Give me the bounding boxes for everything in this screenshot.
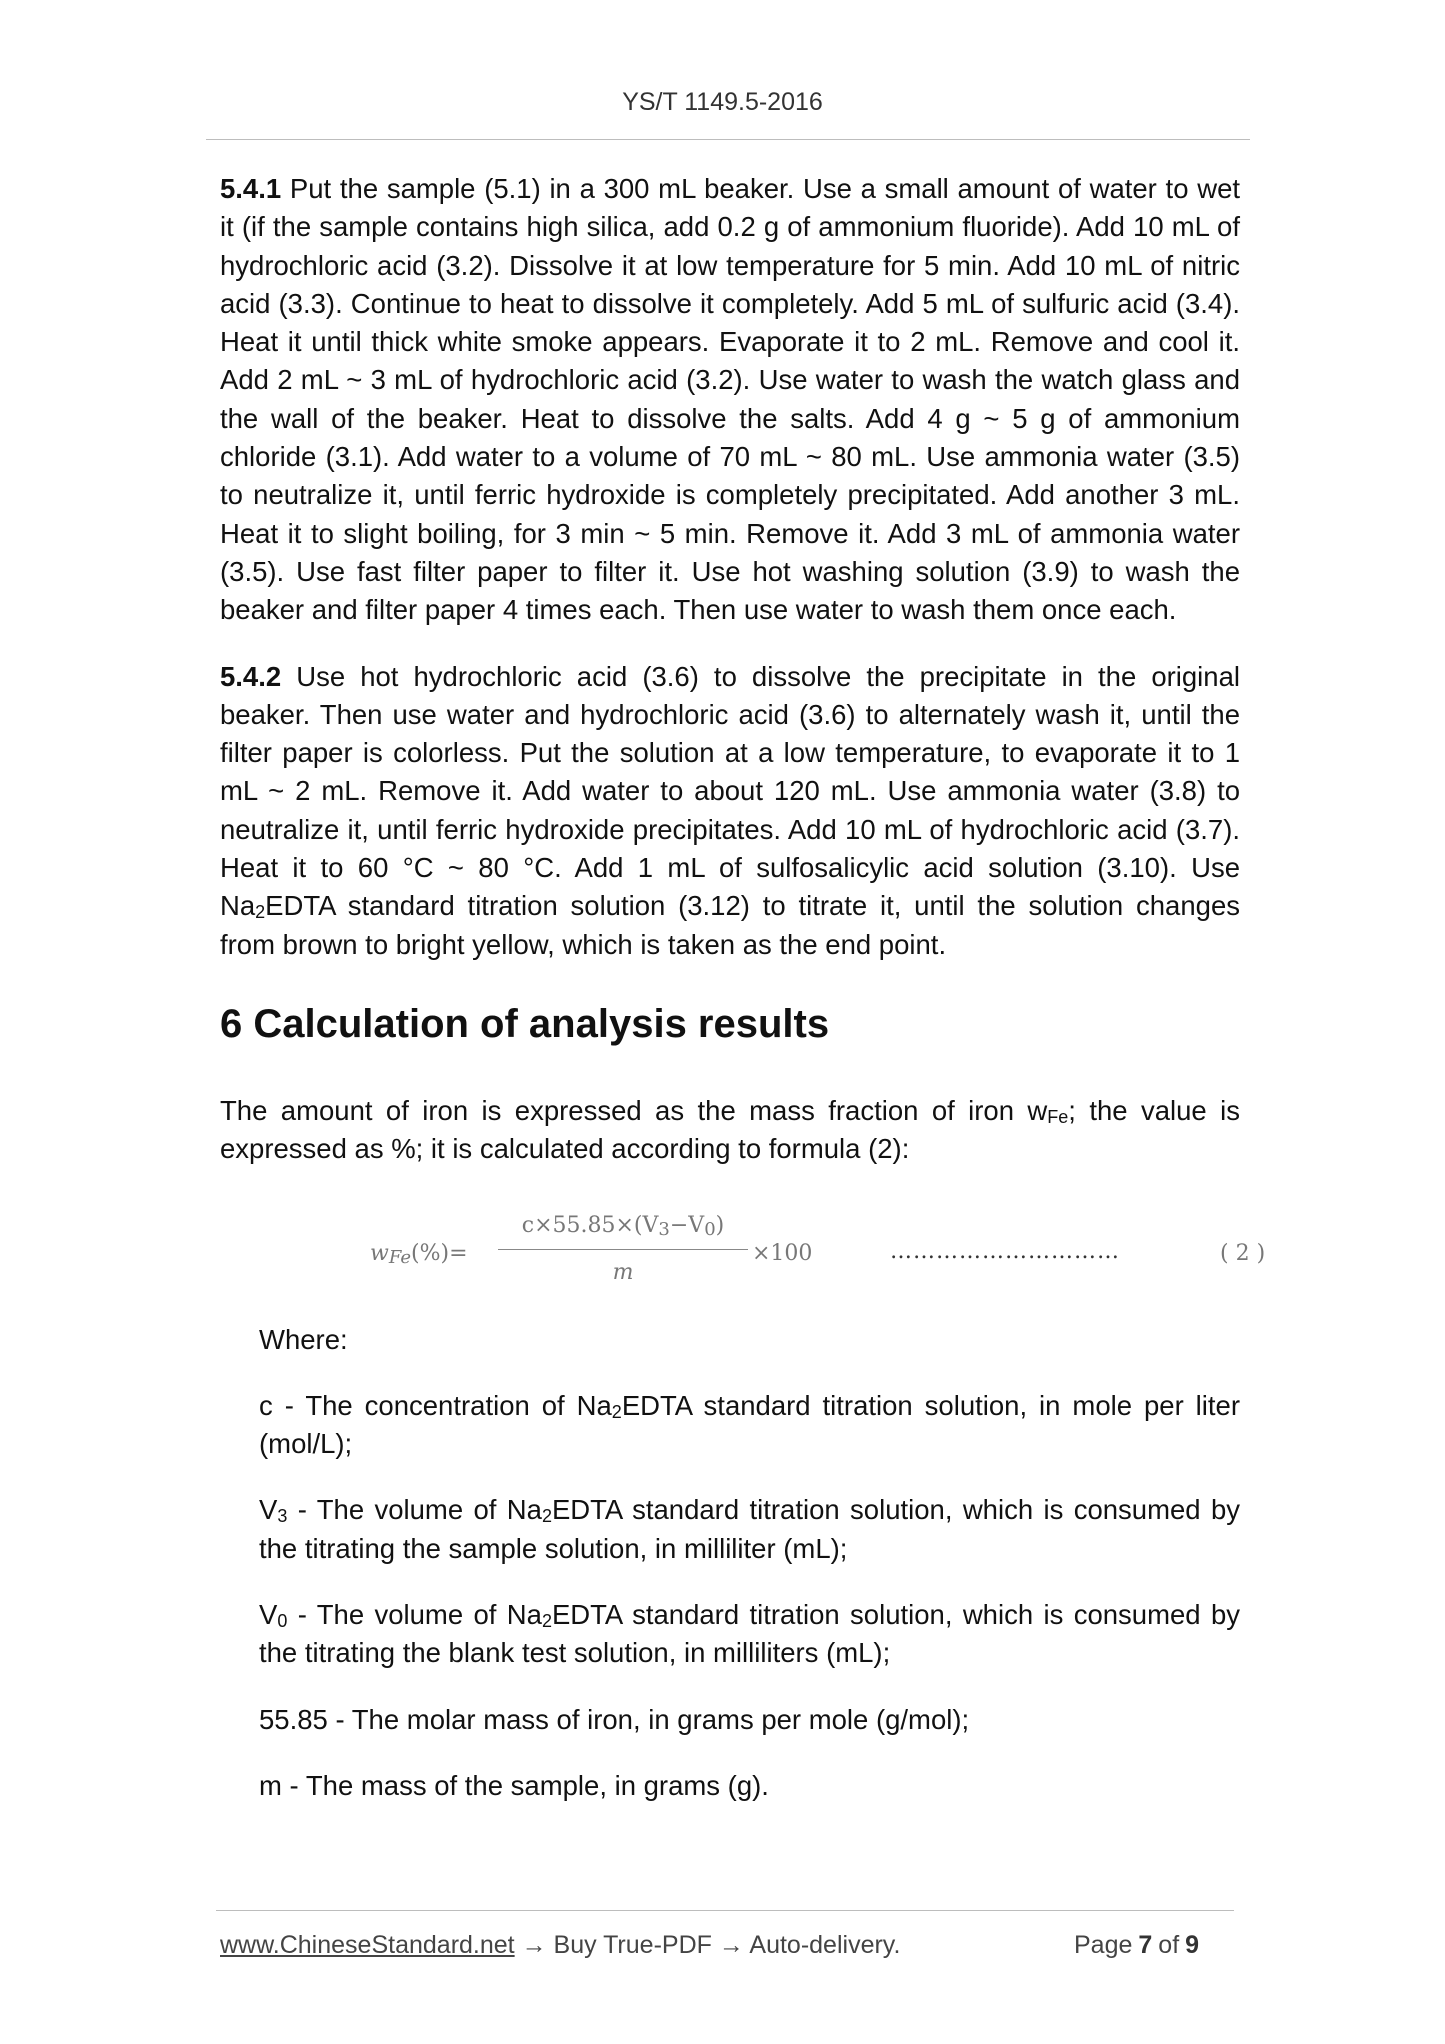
header-divider <box>206 139 1250 140</box>
symbol-w: w <box>370 1240 389 1266</box>
footer-text: → Buy True-PDF → Auto-delivery. <box>514 1931 901 1959</box>
item-text: - The volume of Na <box>287 1494 542 1526</box>
where-list <box>220 1321 1240 1806</box>
subscript: 0 <box>277 1611 288 1632</box>
clause-text-cont: EDTA standard titration solution (3.12) to titrate it, until the solution changes from brown to bright yellow, which is taken as the end point. <box>220 890 1240 960</box>
item-text: c - The concentration of Na <box>259 1389 612 1421</box>
dot-leader: ………………………… <box>890 1238 1120 1264</box>
item-text-cont: EDTA standard titration solution, which is consumed by the titrating the blank test solution, in milliliters (mL); <box>259 1599 1240 1669</box>
numerator-part: ) <box>715 1212 725 1238</box>
footer-divider <box>216 1910 1234 1911</box>
intro-text: The amount of iron is expressed as the mass fraction of iron w <box>220 1094 1048 1126</box>
where-item-v0 <box>259 1596 1240 1673</box>
numerator-part: −V <box>669 1212 705 1238</box>
subscript: 2 <box>255 902 266 923</box>
clause-5-4-2 <box>220 658 1240 964</box>
equation-number: ( 2 ) <box>1220 1240 1266 1266</box>
item-text-cont: EDTA standard titration solution, in mole per liter (mol/L); <box>259 1389 1240 1460</box>
unit-percent: (%)= <box>411 1240 468 1266</box>
subscript: 2 <box>541 1611 552 1632</box>
page-indicator <box>1074 1931 1205 1960</box>
clause-number: 5.4.2 <box>220 660 282 692</box>
subscript: 0 <box>704 1218 716 1240</box>
intro-text-cont: ; the value is expressed as %; it is calculated according to formula (2): <box>220 1094 1240 1165</box>
where-item-v3 <box>259 1491 1240 1568</box>
calculation-intro <box>220 1092 1240 1169</box>
website-link[interactable]: www.ChineseStandard.net <box>220 1931 515 1959</box>
subscript: 3 <box>277 1506 288 1527</box>
section-heading: 6 Calculation of analysis results <box>220 1001 830 1046</box>
page-content <box>220 170 1266 1833</box>
clause-5-4-1 <box>220 170 1240 630</box>
subscript: 3 <box>658 1218 670 1240</box>
item-text: - The volume of Na <box>287 1599 542 1631</box>
formula-2 <box>220 1197 1266 1301</box>
page-of: of <box>1158 1931 1180 1959</box>
fraction-denominator: m <box>612 1259 634 1285</box>
symbol-v: V <box>259 1599 278 1631</box>
page-label: Page <box>1074 1931 1133 1959</box>
numerator-part: c×55.85×(V <box>521 1212 659 1238</box>
item-text-cont: EDTA standard titration solution, which is consumed by the titrating the sample solution, in milliliter (mL); <box>259 1494 1240 1564</box>
subscript: Fe <box>1047 1106 1069 1127</box>
symbol-v: V <box>259 1494 278 1526</box>
clause-text: Put the sample (5.1) in a 300 mL beaker. Use a small amount of water to wet it (if the sample contains high silica, add 0.2 g of ammonium fluoride). Add 10 mL of hydrochloric acid (3.2). Dissolve it at low temperature for 5 min. Add 10 mL of nitric acid (3.3). Continue to heat to dissolve it completely. Add 5 mL of sulfuric acid (3.4). Heat it until thick white smoke appears. Evaporate it to 2 mL. Remove and cool it. Add 2 mL ~ 3 mL of hydrochloric acid (3.2). Use water to wash the watch glass and the wall of the beaker. Heat to dissolve the salts. Add 4 g ~ 5 g of ammonium chloride (3.1). Add water to a volume of 70 mL ~ 80 mL. Use ammonia water (3.5) to neutralize it, until ferric hydroxide is completely precipitated. Add another 3 mL. Heat it to slight boiling, for 3 min ~ 5 min. Remove it. Add 3 mL of ammonia water (3.5). Use fast filter paper to filter it. Use hot washing solution (3.9) to wash the beaker and filter paper 4 times each. Then use water to wash them once each. <box>220 173 1241 626</box>
formula-fraction <box>498 1207 748 1293</box>
doc-header: YS/T 1149.5-2016 <box>622 88 823 116</box>
where-label: Where: <box>259 1323 348 1355</box>
subscript: 2 <box>541 1506 552 1527</box>
page-current: 7 <box>1138 1931 1153 1959</box>
formula-lhs <box>370 1235 468 1273</box>
subscript: 2 <box>611 1401 622 1422</box>
clause-number: 5.4.1 <box>220 173 282 204</box>
formula-multiplier: ×100 <box>752 1240 813 1266</box>
clause-text: Use hot hydrochloric acid (3.6) to dissolve the precipitate in the original beaker. Then use water and hydrochloric acid (3.6) to alternately wash it, until the filter paper is colorless. Put the solution at a low temperature, to evaporate it to 1 mL ~ 2 mL. Remove it. Add water to about 120 mL. Use ammonia water (3.8) to neutralize it, until ferric hydroxide precipitates. Add 10 mL of hydrochloric acid (3.7). Heat it to 60 °C ~ 80 °C. Add 1 mL of sulfosalicylic acid solution (3.10). Use Na <box>220 660 1240 922</box>
where-item-c <box>259 1387 1240 1464</box>
footer-promo <box>220 1931 900 1960</box>
subscript: Fe <box>388 1246 412 1268</box>
where-item-mass: m - The mass of the sample, in grams (g). <box>259 1769 769 1801</box>
where-item-molar-mass: 55.85 - The molar mass of iron, in grams per mole (g/mol); <box>259 1703 970 1735</box>
page-total: 9 <box>1185 1931 1200 1959</box>
fraction-numerator <box>498 1207 748 1250</box>
